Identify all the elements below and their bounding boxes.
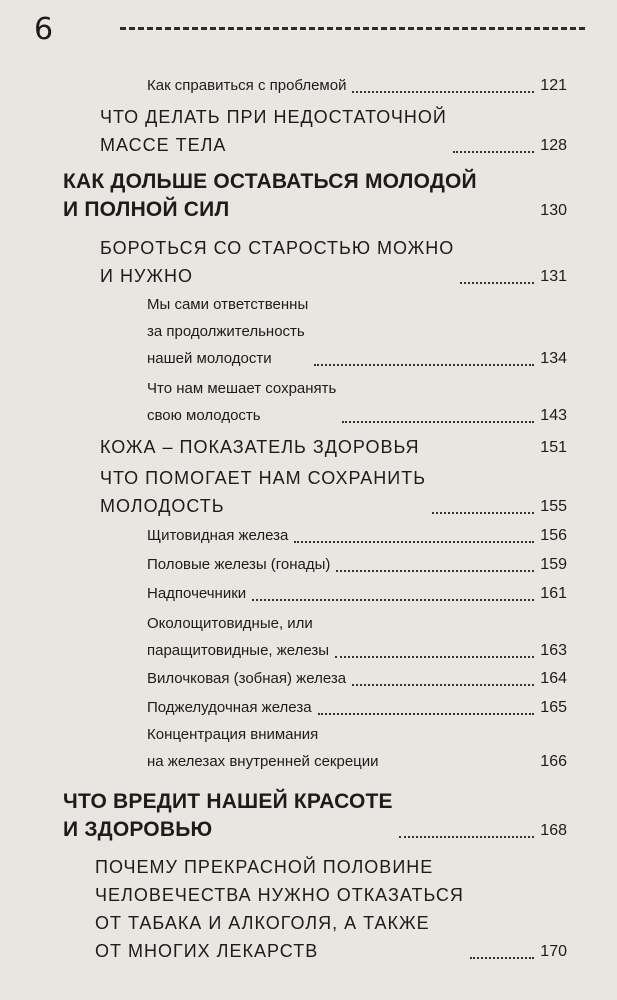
toc-entry <box>95 853 567 965</box>
toc-entry-page: 128 <box>540 137 567 154</box>
toc-entry-page: 156 <box>540 527 567 544</box>
toc-entry-title: БОРОТЬСЯ СО СТАРОСТЬЮ МОЖНО И НУЖНО <box>100 238 455 286</box>
toc-entry-title: Мы сами ответственны за продолжительность нашей молодости <box>147 296 309 367</box>
toc-entry <box>147 721 567 775</box>
toc-entry-title: Концентрация внимания на железах внутренней секреции <box>147 726 379 770</box>
toc-entry <box>147 665 567 692</box>
toc-entry <box>147 375 567 429</box>
toc-entry <box>100 234 567 290</box>
toc-entry-page: 166 <box>540 753 567 770</box>
toc-entry-title: КОЖА – ПОКАЗАТЕЛЬ ЗДОРОВЬЯ <box>100 437 420 457</box>
toc-entry-title: Околощитовидные, или паращитовидные, железы <box>147 615 330 659</box>
toc-entry-title: Щитовидная железа <box>147 527 289 544</box>
toc-entry <box>63 168 567 224</box>
toc-entry-page: 130 <box>540 202 567 219</box>
toc-entry-title: Половые железы (гонады) <box>147 556 331 573</box>
toc-entry-page: 164 <box>540 670 567 687</box>
toc-entry-page: 121 <box>540 77 567 94</box>
toc-entry-page: 165 <box>540 699 567 716</box>
toc-entry-title: Поджелудочная железа <box>147 699 312 716</box>
toc-entry <box>147 72 567 99</box>
toc-entry-title: Надпочечники <box>147 585 247 602</box>
toc-entry-title: ЧТО ВРЕДИТ НАШЕЙ КРАСОТЕ И ЗДОРОВЬЮ <box>63 790 393 841</box>
toc-entry <box>100 103 567 159</box>
toc-entry <box>147 522 567 549</box>
toc-entry <box>147 610 567 664</box>
toc-entry-page: 134 <box>540 350 567 367</box>
toc-entry-title: ЧТО ДЕЛАТЬ ПРИ НЕДОСТАТОЧНОЙ МАССЕ ТЕЛА <box>100 107 447 155</box>
toc-entry-title: Вилочковая (зобная) железа <box>147 670 347 687</box>
toc-entry-page: 163 <box>540 642 567 659</box>
toc-entry-title: ЧТО ПОМОГАЕТ НАМ СОХРАНИТЬ МОЛОДОСТЬ <box>100 468 427 516</box>
toc-entry <box>63 788 567 844</box>
toc-entry-page: 143 <box>540 407 567 424</box>
page-number: 6 <box>34 12 54 47</box>
toc-entry-title: ПОЧЕМУ ПРЕКРАСНОЙ ПОЛОВИНЕ ЧЕЛОВЕЧЕСТВА НУЖНО ОТКАЗАТЬСЯ ОТ ТАБАКА И АЛКОГОЛЯ, А ТАКЖЕ ОТ МНОГИХ ЛЕКАРСТВ <box>95 857 464 961</box>
toc-entry-page: 131 <box>540 268 567 285</box>
toc-entry-title: Что нам мешает сохранять свою молодость <box>147 380 337 424</box>
toc-entry-title: Как справиться с проблемой <box>147 77 347 94</box>
top-rule <box>120 27 585 30</box>
toc-entry-page: 155 <box>540 498 567 515</box>
toc-entry-page: 170 <box>540 943 567 960</box>
toc-entry <box>147 694 567 721</box>
toc-entry-title: КАК ДОЛЬШЕ ОСТАВАТЬСЯ МОЛОДОЙ И ПОЛНОЙ СИЛ <box>63 170 477 221</box>
toc-entry <box>147 551 567 578</box>
toc-entry-page: 151 <box>540 439 567 456</box>
toc-entry <box>147 580 567 607</box>
toc-entry <box>100 433 567 461</box>
toc-entry-page: 159 <box>540 556 567 573</box>
toc-entry <box>147 291 567 372</box>
toc-entry-page: 161 <box>540 585 567 602</box>
toc-entry-page: 168 <box>540 822 567 839</box>
toc-entry <box>100 464 567 520</box>
